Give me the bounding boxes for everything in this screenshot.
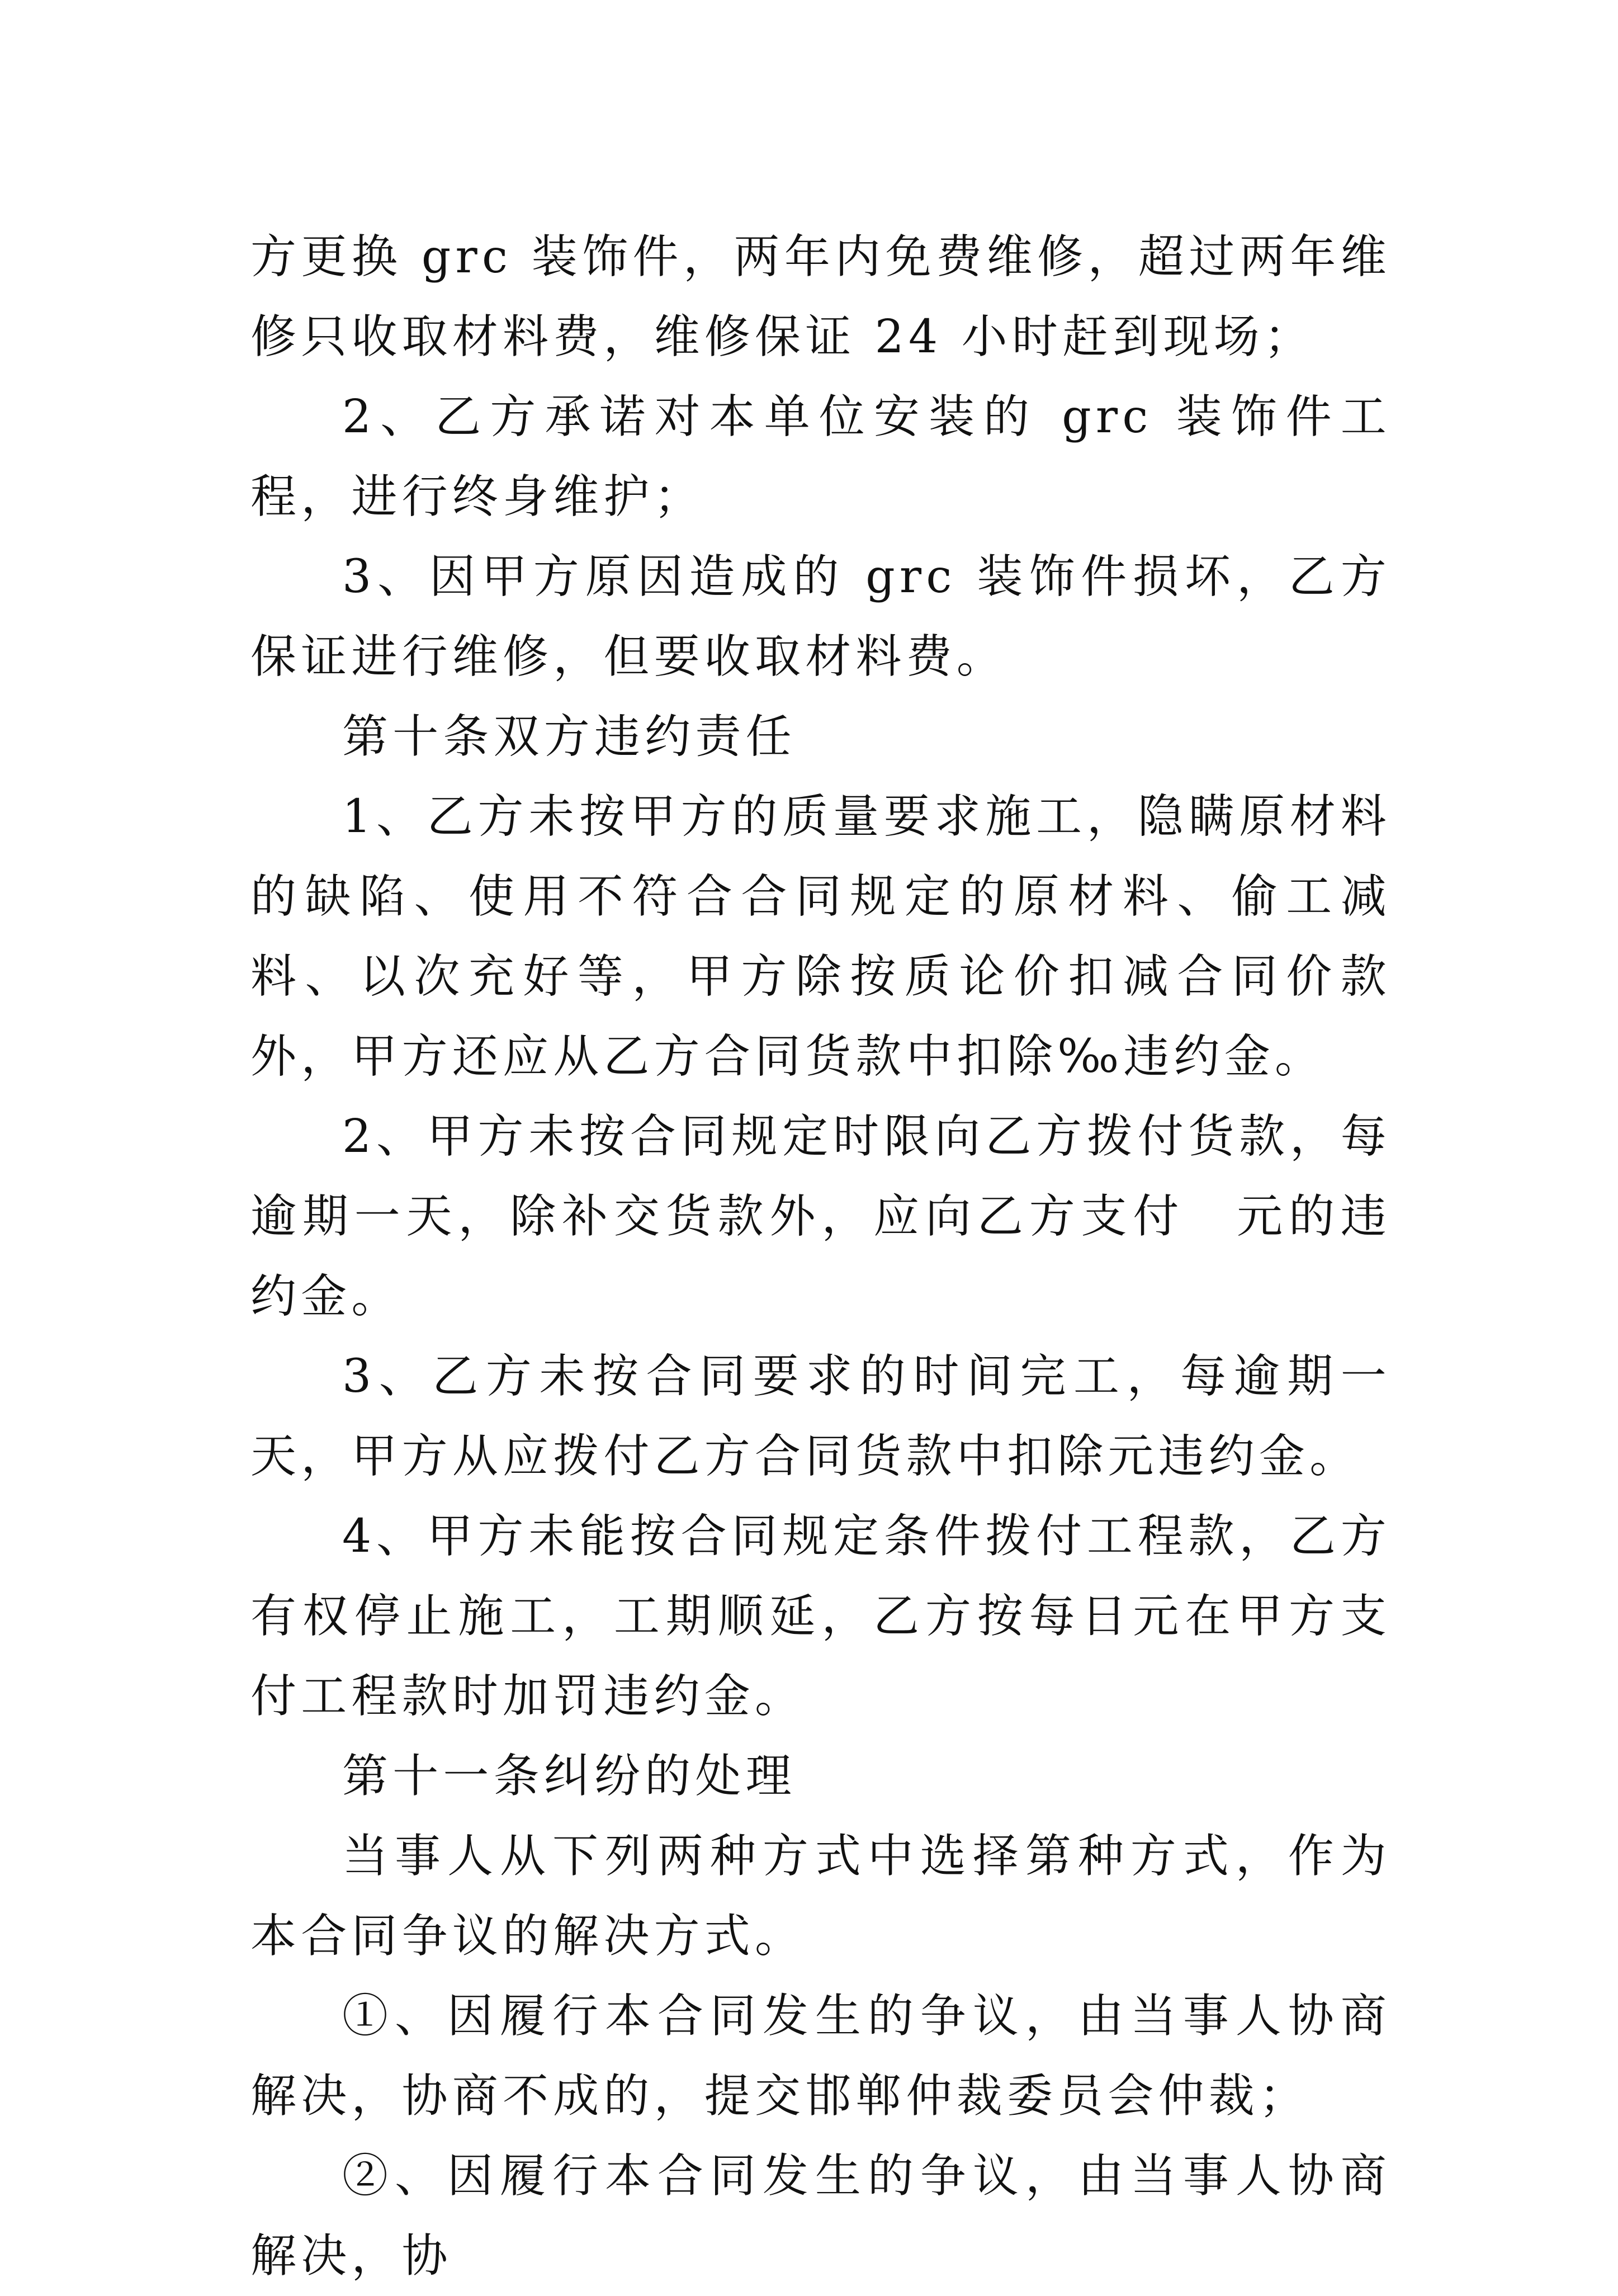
paragraph-dispute-option-2: ②、因履行本合同发生的争议，由当事人协商解决，协	[250, 2149, 1391, 2283]
paragraph-clause-2-maintenance: 2、乙方承诺对本单位安装的 grc 装饰件工程，进行终身维护；	[250, 390, 1391, 523]
paragraph-continuation: 方更换 grc 装饰件，两年内免费维修，超过两年维修只收取材料费，维修保证 24 小时赶到现场；	[250, 230, 1391, 363]
section-heading-article-10: 第十条双方违约责任	[342, 710, 796, 763]
paragraph-breach-2: 2、甲方未按合同规定时限向乙方拨付货款，每逾期一天，除补交货款外，应向乙方支付 元的违约金。	[250, 1110, 1391, 1323]
section-heading-article-11: 第十一条纠纷的处理	[342, 1750, 796, 1803]
paragraph-breach-4: 4、甲方未能按合同规定条件拨付工程款，乙方有权停止施工，工期顺延，乙方按每日元在甲方支付工程款时加罚违约金。	[250, 1510, 1391, 1723]
paragraph-breach-1: 1、乙方未按甲方的质量要求施工，隐瞒原材料的缺陷、使用不符合合同规定的原材料、偷工减料、以次充好等，甲方除按质论价扣减合同价款外，甲方还应从乙方合同货款中扣除‰违约金。	[250, 790, 1391, 1083]
document-body	[250, 217, 1391, 2296]
paragraph-breach-3: 3、乙方未按合同要求的时间完工，每逾期一天，甲方从应拨付乙方合同货款中扣除元违约金。	[250, 1350, 1391, 1483]
paragraph-dispute-option-1: ①、因履行本合同发生的争议，由当事人协商解决，协商不成的，提交邯郸仲裁委员会仲裁；	[250, 1990, 1391, 2123]
paragraph-dispute-intro: 当事人从下列两种方式中选择第种方式，作为本合同争议的解决方式。	[250, 1830, 1391, 1963]
paragraph-clause-3-damage: 3、因甲方原因造成的 grc 装饰件损坏，乙方保证进行维修，但要收取材料费。	[250, 550, 1391, 683]
